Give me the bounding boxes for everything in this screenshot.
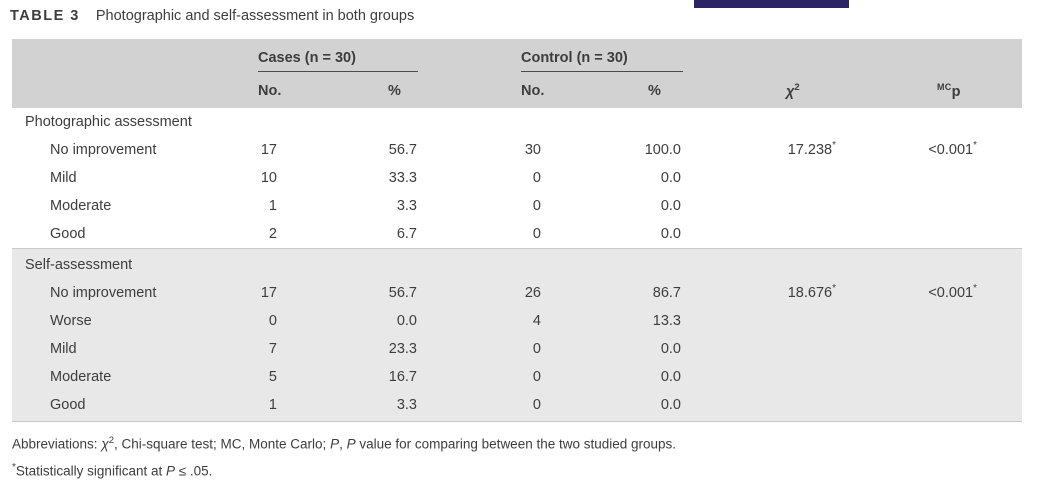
- table-row: [12, 220, 1022, 248]
- col-header-control-no: No.: [417, 83, 541, 99]
- abbreviations-note: Abbreviations: $\chi^2$, Chi-square test; MC, Monte Carlo; P, P value for comparing between the two studied groups.: [12, 429, 676, 456]
- row-label: Mild: [12, 170, 237, 186]
- cell-cases-pct: 6.7: [277, 226, 417, 242]
- cell-control-no: 26: [417, 285, 541, 301]
- table-row: [12, 391, 1022, 419]
- cell-cases-no: 2: [237, 226, 277, 242]
- cell-cases-no: 1: [237, 397, 277, 413]
- cases-group-header: Cases (n = 30): [237, 48, 417, 72]
- section-header-row: [12, 251, 1022, 279]
- table-bottom-rule: [12, 421, 1022, 422]
- asterisk-marker: *: [12, 462, 16, 473]
- table-header-band: [12, 39, 1022, 108]
- table-row: [12, 307, 1022, 335]
- cell-cases-no: 17: [237, 285, 277, 301]
- table-footnotes: [12, 429, 676, 482]
- section-photographic-assessment: [12, 108, 1022, 248]
- cell-cases-pct: 33.3: [277, 170, 417, 186]
- significance-note: *Statistically significant at P ≤ .05.: [12, 456, 676, 482]
- table-title: [10, 8, 414, 24]
- cell-control-pct: 0.0: [541, 226, 681, 242]
- cell-control-no: 0: [417, 341, 541, 357]
- cell-control-no: 0: [417, 397, 541, 413]
- cell-cases-no: 17: [237, 142, 277, 158]
- table-row: [12, 164, 1022, 192]
- cell-cases-no: 10: [237, 170, 277, 186]
- cell-control-pct: 0.0: [541, 170, 681, 186]
- cell-chi-square: 18.676*: [681, 285, 836, 301]
- table-row: [12, 279, 1022, 307]
- cell-cases-pct: 3.3: [277, 198, 417, 214]
- cell-cases-pct: 3.3: [277, 397, 417, 413]
- table-row: [12, 363, 1022, 391]
- row-label: Good: [12, 226, 237, 242]
- table-number-label: TABLE 3: [10, 8, 80, 24]
- cell-control-pct: 100.0: [541, 142, 681, 158]
- col-header-cases-pct: %: [277, 83, 417, 99]
- col-header-chi-square: $\chi^2$: [681, 82, 836, 100]
- row-label: No improvement: [12, 142, 237, 158]
- col-header-mc-p: $^{MC}$p: [836, 82, 977, 100]
- section-title: Photographic assessment: [12, 114, 1022, 130]
- journal-banner-fragment: [694, 0, 849, 8]
- cell-control-pct: 13.3: [541, 313, 681, 329]
- table-caption: Photographic and self-assessment in both groups: [96, 8, 414, 24]
- cell-p-value: <0.001*: [836, 142, 977, 158]
- cell-control-pct: 0.0: [541, 198, 681, 214]
- cell-p-value: <0.001*: [836, 285, 977, 301]
- cell-control-no: 4: [417, 313, 541, 329]
- section-title: Self-assessment: [12, 257, 1022, 273]
- section-self-assessment: [12, 249, 1022, 421]
- cell-control-no: 0: [417, 369, 541, 385]
- data-table: [12, 39, 1022, 422]
- cell-control-no: 30: [417, 142, 541, 158]
- cell-cases-no: 5: [237, 369, 277, 385]
- row-label: Worse: [12, 313, 237, 329]
- cell-control-no: 0: [417, 198, 541, 214]
- row-label: Mild: [12, 341, 237, 357]
- cell-cases-no: 0: [237, 313, 277, 329]
- cell-cases-pct: 56.7: [277, 285, 417, 301]
- col-header-control-pct: %: [541, 83, 681, 99]
- cell-control-pct: 0.0: [541, 397, 681, 413]
- cell-control-no: 0: [417, 226, 541, 242]
- cell-control-pct: 0.0: [541, 369, 681, 385]
- table-row: [12, 192, 1022, 220]
- cell-cases-no: 7: [237, 341, 277, 357]
- col-header-cases-no: No.: [237, 83, 277, 99]
- cell-cases-pct: 0.0: [277, 313, 417, 329]
- cell-cases-no: 1: [237, 198, 277, 214]
- row-label: Moderate: [12, 198, 237, 214]
- cell-chi-square: 17.238*: [681, 142, 836, 158]
- section-header-row: [12, 108, 1022, 136]
- spacer-cell: [681, 48, 1022, 72]
- table-row: [12, 136, 1022, 164]
- cell-control-pct: 86.7: [541, 285, 681, 301]
- row-label: Moderate: [12, 369, 237, 385]
- cell-cases-pct: 16.7: [277, 369, 417, 385]
- spacer-cell: [12, 48, 237, 72]
- cell-control-no: 0: [417, 170, 541, 186]
- table-row: [12, 335, 1022, 363]
- row-label: Good: [12, 397, 237, 413]
- control-group-header: Control (n = 30): [417, 48, 681, 72]
- cell-control-pct: 0.0: [541, 341, 681, 357]
- column-header-row: [12, 80, 1022, 102]
- group-header-row: [12, 48, 1022, 72]
- row-label: No improvement: [12, 285, 237, 301]
- cell-cases-pct: 56.7: [277, 142, 417, 158]
- cell-cases-pct: 23.3: [277, 341, 417, 357]
